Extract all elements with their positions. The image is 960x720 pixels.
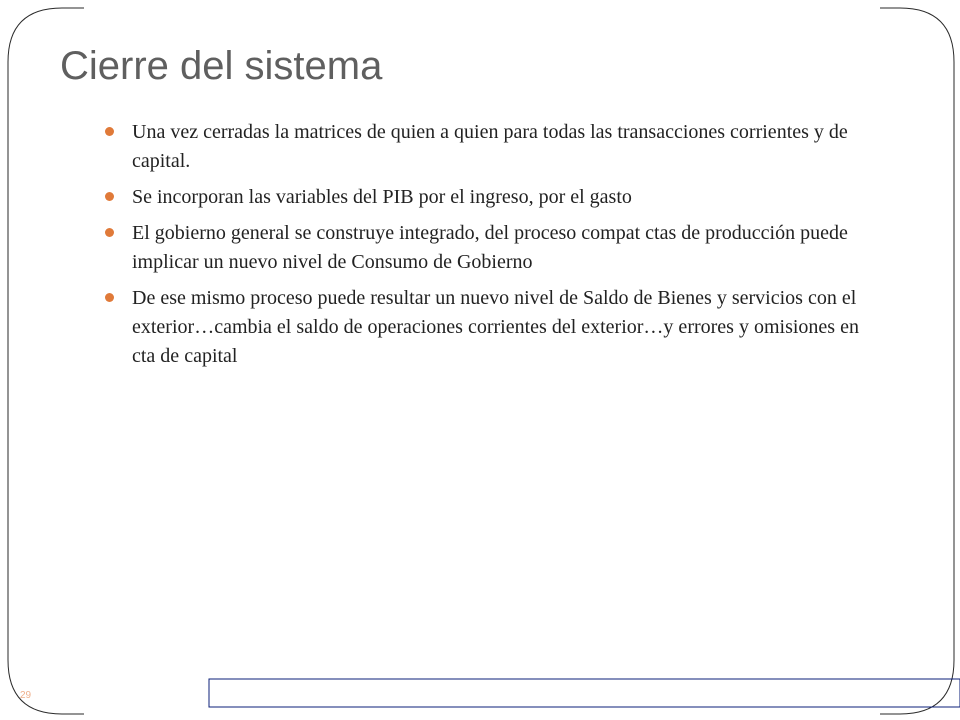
bullet-item-3: [105, 219, 865, 277]
bullet-item-1: [105, 118, 865, 176]
bullet-marker-icon: [105, 192, 114, 201]
bullet-text-4: De ese mismo proceso puede resultar un nuevo nivel de Saldo de Bienes y servicios con el exterior…cambia el saldo de operaciones corrientes del exterior…y errores y omisiones en cta de capital: [132, 287, 859, 367]
bullet-marker-icon: [105, 293, 114, 302]
bullet-text-3: El gobierno general se construye integrado, del proceso compat ctas de producción puede implicar un nuevo nivel de Consumo de Gobierno: [132, 222, 848, 273]
frame-top-right-corner: [880, 8, 954, 714]
bullet-list: [105, 118, 865, 378]
footer-bar: [209, 679, 960, 707]
bullet-item-2: [105, 183, 865, 212]
bullet-text-1: Una vez cerradas la matrices de quien a quien para todas las transacciones corrientes y de capital.: [132, 121, 848, 172]
slide-title: Cierre del sistema: [60, 44, 383, 88]
bullet-item-4: [105, 284, 865, 371]
bullet-marker-icon: [105, 127, 114, 136]
bullet-marker-icon: [105, 228, 114, 237]
bullet-text-2: Se incorporan las variables del PIB por el ingreso, por el gasto: [132, 186, 632, 208]
page-number: 29: [20, 690, 32, 701]
frame-top-left-corner: [8, 8, 84, 714]
